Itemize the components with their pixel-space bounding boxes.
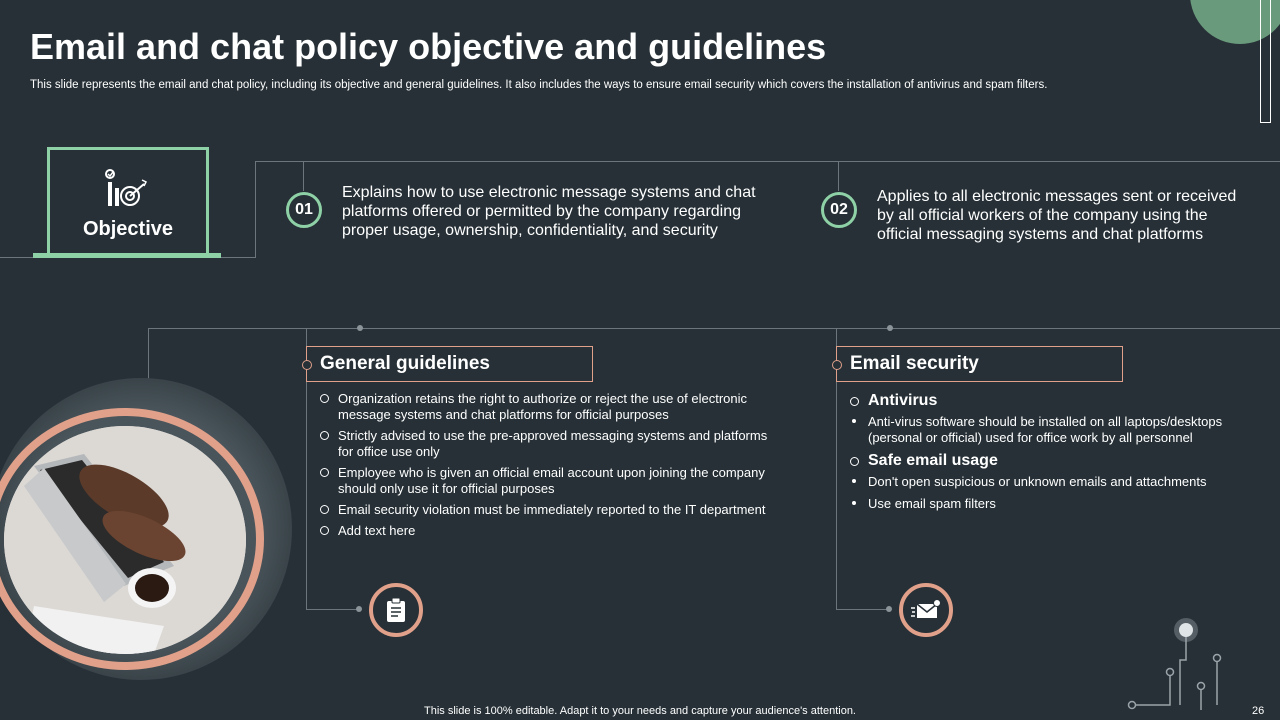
security-bottom-line xyxy=(836,609,888,610)
line-dot xyxy=(356,606,362,612)
objective-item1-line xyxy=(303,161,304,191)
target-chart-icon xyxy=(104,168,150,214)
page-subtitle: This slide represents the email and chat policy, including its objective and general guidelines. It also includes the ways to ensure email security which covers the installation of antivirus and spam filters. xyxy=(30,79,1048,91)
list-item: Employee who is given an official email account upon joining the company should only use it for official purposes xyxy=(320,465,780,497)
line-dot xyxy=(357,325,363,331)
page-title: Email and chat policy objective and guidelines xyxy=(30,26,827,67)
safe-email-heading: Safe email usage xyxy=(850,452,1240,470)
guidelines-top-line xyxy=(148,328,1280,329)
objective-label: Objective xyxy=(82,218,174,240)
list-item: Don't open suspicious or unknown emails and attachments xyxy=(850,474,1240,490)
heading-dot xyxy=(302,360,312,370)
laptop-photo xyxy=(4,426,246,654)
list-item: Email security violation must be immediately reported to the IT department xyxy=(320,502,780,518)
corner-decoration-bar xyxy=(1260,0,1271,123)
objective-top-line xyxy=(255,161,1280,162)
general-guidelines-heading: General guidelines xyxy=(306,346,593,382)
antivirus-list xyxy=(850,414,1240,446)
circuit-decoration xyxy=(1125,615,1230,715)
list-item: Add text here xyxy=(320,523,780,539)
list-item: Anti-virus software should be installed on all laptops/desktops (personal or official) used for office work by all personnel xyxy=(850,414,1240,446)
objective-number-2: 02 xyxy=(821,192,857,228)
general-guidelines-list xyxy=(320,391,780,544)
safe-email-list xyxy=(850,474,1240,512)
email-security-heading: Email security xyxy=(836,346,1123,382)
heading-dot xyxy=(832,360,842,370)
clipboard-icon xyxy=(369,583,423,637)
footer-text: This slide is 100% editable. Adapt it to your needs and capture your audience's attention. xyxy=(424,705,856,717)
line-dot xyxy=(886,606,892,612)
list-item: Strictly advised to use the pre-approved messaging systems and platforms for office use only xyxy=(320,428,780,460)
list-item: Use email spam filters xyxy=(850,496,1240,512)
email-security-content xyxy=(850,392,1240,518)
objective-item2-line xyxy=(838,161,839,191)
objective-underline xyxy=(33,253,221,258)
line-dot xyxy=(887,325,893,331)
objective-number-1: 01 xyxy=(286,192,322,228)
page-number: 26 xyxy=(1252,705,1265,717)
email-icon xyxy=(899,583,953,637)
guidelines-bottom-line xyxy=(306,609,358,610)
objective-connector-line xyxy=(255,161,256,258)
objective-item-2: Applies to all electronic messages sent or received by all official workers of the company using the official messaging systems and chat platforms xyxy=(877,188,1237,243)
list-item: Organization retains the right to authorize or reject the use of electronic message systems and chat platforms for official purposes xyxy=(320,391,780,423)
objective-item-1: Explains how to use electronic message systems and chat platforms offered or permitted by the company regarding proper usage, ownership, confidentiality, and security xyxy=(342,184,756,239)
antivirus-heading: Antivirus xyxy=(850,392,1240,410)
